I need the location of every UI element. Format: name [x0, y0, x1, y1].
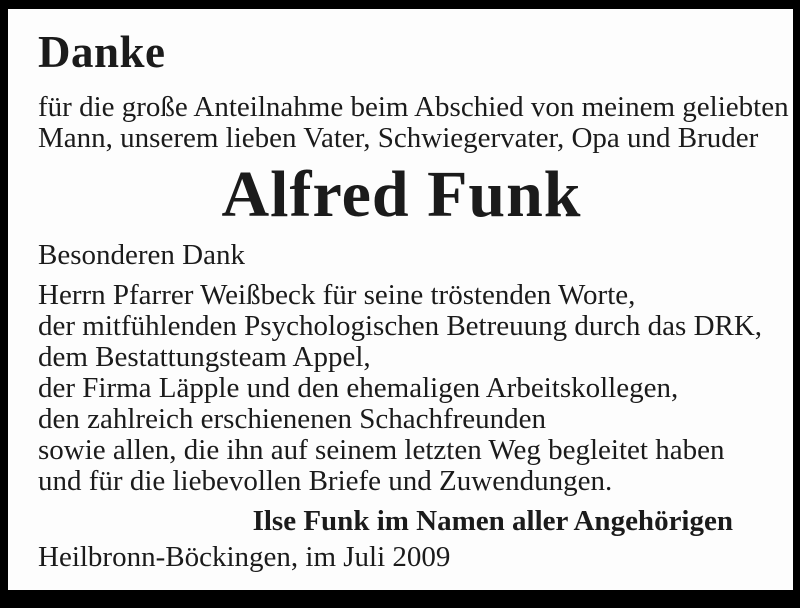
intro-text [38, 91, 789, 154]
thanks-line: der Firma Läpple und den ehemaligen Arbeitskollegen, [38, 372, 679, 404]
intro-line: für die große Anteilnahme beim Abschied von meinem geliebten [38, 91, 789, 123]
thanks-list [38, 280, 765, 497]
intro-line: Mann, unserem lieben Vater, Schwiegervater, Opa und Bruder [38, 122, 759, 154]
thanks-line: sowie allen, die ihn auf seinem letzten Weg begleitet haben [38, 434, 725, 466]
notice-title: Danke [38, 27, 166, 77]
deceased-name: Alfred Funk [221, 158, 582, 231]
thanks-line: und für die liebevollen Briefe und Zuwendungen. [38, 465, 613, 497]
signature-line: Ilse Funk im Namen aller Angehörigen [252, 505, 733, 537]
obituary-notice [8, 9, 793, 590]
thanks-line: Herrn Pfarrer Weißbeck für seine tröstenden Worte, [38, 279, 636, 311]
special-thanks-label: Besonderen Dank [38, 239, 245, 271]
thanks-line: den zahlreich erschienenen Schachfreunden [38, 403, 547, 435]
thanks-line: der mitfühlenden Psychologischen Betreuung durch das DRK, [38, 310, 763, 342]
place-date-line: Heilbronn-Böckingen, im Juli 2009 [38, 541, 451, 573]
thanks-line: dem Bestattungsteam Appel, [38, 341, 371, 373]
